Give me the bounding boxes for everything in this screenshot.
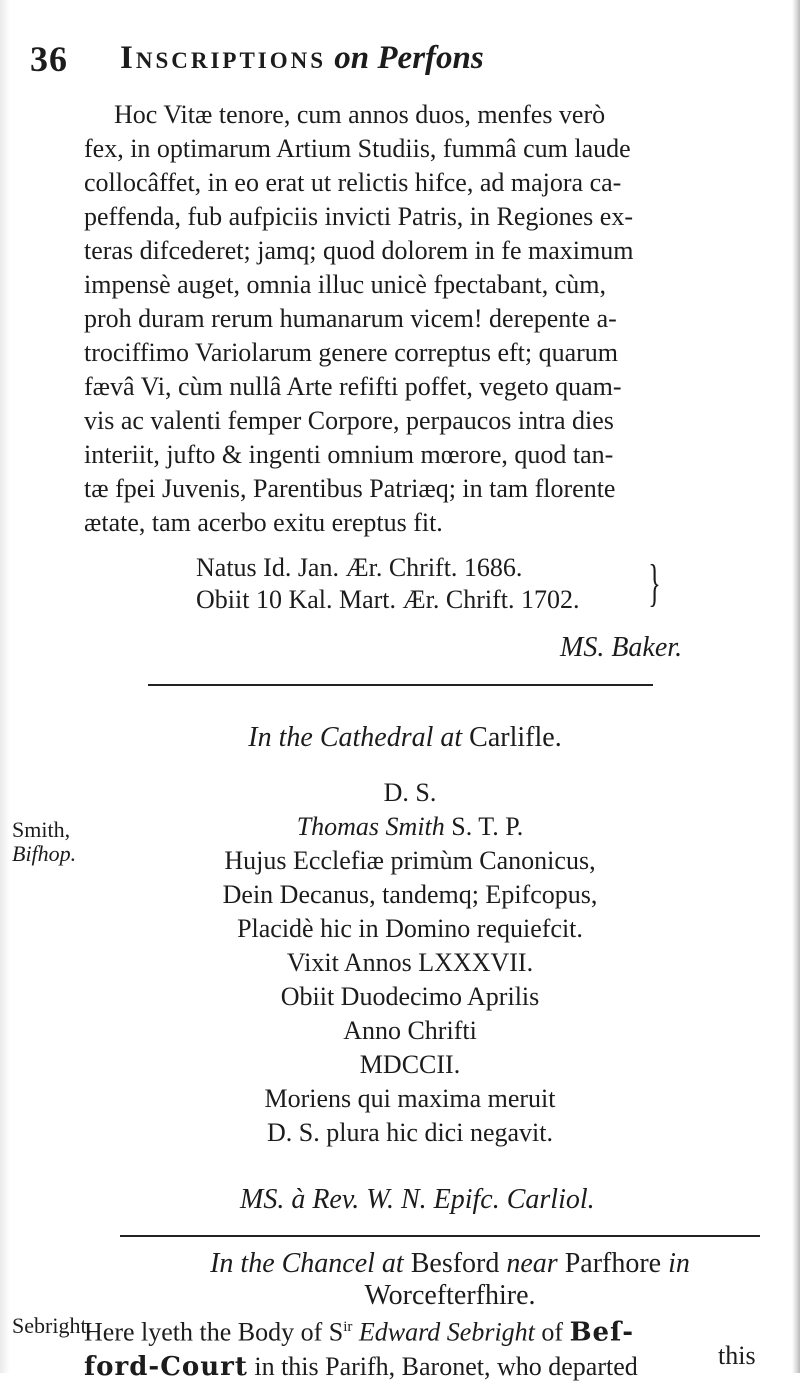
title-italic-part: near [506,1248,558,1279]
obiit-line: Obiit 10 Kal. Mart. Ær. Chrift. 1702. [196,585,580,614]
text-line: D. S. plura hic dici negavit. [267,1118,553,1147]
text-line: tæ fpei Juvenis, Parentibus Patriæq; in tam florente [84,474,616,503]
text-run: Here lyeth the Body of S [84,1317,344,1347]
running-head [120,40,484,77]
text-line: trociffimo Variolarum genere correptus eft; quarum [84,338,619,367]
text-line: Hoc Vitæ tenore, cum annos duos, menfes verò [114,100,606,129]
page-header [30,38,790,98]
text-line: Hujus Ecclefiæ primùm Canonicus, [224,846,596,875]
blackletter-text: ford-Court [84,1351,248,1382]
text-line: proh duram rerum humanarum vicem! derepente a- [84,304,617,333]
ds-line: D. S. [383,778,437,807]
text-run: of [541,1317,564,1347]
text-line: peffenda, fub aufpiciis invicti Patris, in Regiones ex- [84,202,633,231]
text-line: collocâffet, in eo erat ut relictis hifce, ad majora ca- [84,168,622,197]
page-number: 36 [30,39,68,79]
section-divider [120,1235,760,1237]
section-divider [148,684,653,686]
running-head-italic: on Perfons [334,40,484,76]
name-line [150,810,670,844]
text-line: Placidè hic in Domino requiefcit. [237,914,583,943]
text-line: ætate, tam acerbo exitu ereptus fit. [84,508,443,537]
text-line: teras difcederet; jamq; quod dolorem in fe maximum [84,236,634,265]
text-line: fævâ Vi, cùm nullâ Arte refifti poffet, vegeto quam- [84,372,622,401]
page-edge-shadow [792,0,800,1373]
section-title-cathedral [155,722,655,754]
title-italic-part: In the Chancel at [210,1248,404,1279]
text-line: fex, in optimarum Artium Studiis, fummâ cum laude [84,134,631,163]
text-line: vis ac valenti femper Corpore, perpaucos intra dies [84,406,614,435]
text-line: Dein Decanus, tandemq; Epifcopus, [222,880,598,909]
text-line: MDCCII. [359,1050,461,1079]
text-line: impensè auget, omnia illuc unicè fpectabant, cùm, [84,270,606,299]
source-citation-2: MS. à Rev. W. N. Epifc. Carliol. [240,1184,595,1215]
brace-symbol: } [648,555,661,612]
person-name: Edward Sebright [358,1317,535,1347]
inscription-2 [150,776,670,1150]
text-line: Anno Chrifti [343,1016,477,1045]
inscription-1-text [84,98,774,540]
page-gutter-shadow [0,0,10,1373]
section-title-line-2: Worcefterfhire. [364,1280,536,1311]
text-line: Obiit Duodecimo Aprilis [280,982,540,1011]
margin-note-sebright: Sebright. [12,1313,93,1338]
birth-death-dates [196,552,696,616]
margin-title: Bifhop. [12,841,77,866]
text-run: in this Parifh, Baronet, who departed [254,1351,638,1381]
running-head-caps: Inscriptions [120,40,327,76]
superscript: ir [343,1319,353,1335]
margin-name: Smith, [12,817,71,842]
text-line: interiit, jufto & ingenti omnium mœrore, quod tan- [84,440,614,469]
margin-note-smith [12,818,76,866]
section-title-chancel [160,1248,740,1312]
text-line [84,1310,774,1350]
section-title-line-1 [160,1248,740,1280]
title-place: Parfhore [564,1248,662,1279]
person-degree: S. T. P. [451,812,524,841]
person-name: Thomas Smith [296,812,445,841]
text-line: Vixit Annos LXXXVII. [286,948,534,977]
natus-line: Natus Id. Jan. Ær. Chrift. 1686. [196,553,523,582]
title-place: Besford [410,1248,500,1279]
source-citation-1: MS. Baker. [560,632,683,663]
catchword: this [718,1341,756,1370]
section-title-italic: In the Cathedral at [248,722,463,753]
section-title-place: Carlifle. [469,722,562,753]
blackletter-text: Beſ- [569,1317,635,1348]
text-line: Moriens qui maxima meruit [264,1084,556,1113]
text-line [84,1350,774,1384]
title-italic-part: in [668,1248,690,1279]
